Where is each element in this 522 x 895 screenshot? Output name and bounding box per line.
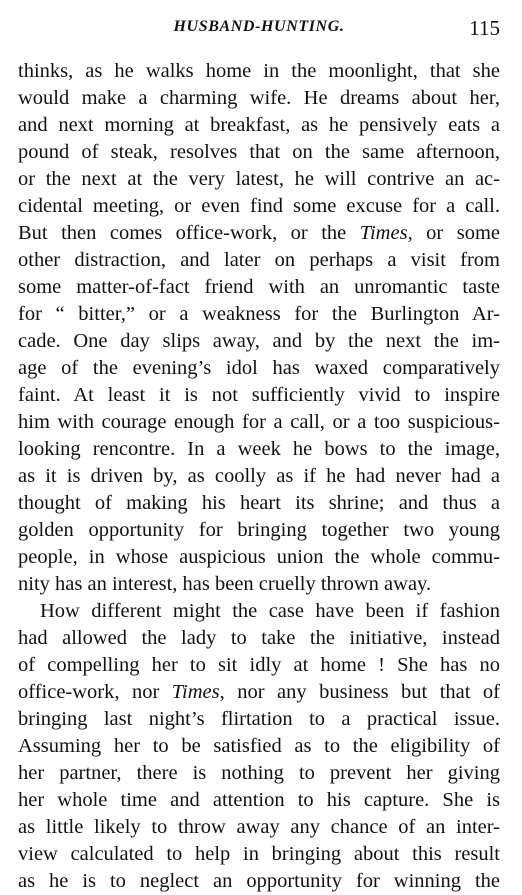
text-line: Assuming her to be satisfied as to the eligibility of [18,735,500,757]
text-line: other distraction, and later on perhaps a visit from [18,249,500,271]
text-line: would make a charming wife. He dreams about her, [18,87,500,109]
text-line: age of the evening’s idol has waxed comparatively [18,357,500,379]
text-line: How different might the case have been if fashion [40,600,500,622]
text-line: cade. One day slips away, and by the next the im- [18,330,500,352]
text-line: her whole time and attention to his capture. She is [18,789,500,811]
paragraph-2 [18,598,500,895]
text-line: view calculated to help in bringing about this result [18,843,500,865]
text-line: her partner, there is nothing to prevent her giving [18,762,500,784]
text-line: bringing last night’s flirtation to a practical issue. [18,708,500,730]
text-line: or the next at the very latest, he will contrive an ac- [18,168,500,190]
text-line: him with courage enough for a call, or a too suspicious- [18,411,500,433]
text-line: thinks, as he walks home in the moonlight, that she [18,60,500,82]
running-head [18,18,500,42]
text-line: had allowed the lady to take the initiative, instead [18,627,500,649]
text-line: cidental meeting, or even find some excuse for a call. [18,195,500,217]
text-line: nity has an interest, has been cruelly thrown away. [18,573,432,595]
text-line: as it is driven by, as coolly as if he had never had a [18,465,500,487]
text-line: of compelling her to sit idly at home ! She has no [18,654,500,676]
text-line: and next morning at breakfast, as he pensively eats a [18,114,500,136]
text-line: as little likely to throw away any chance of an inter- [18,816,500,838]
page-number: 115 [469,16,500,40]
text-line: golden opportunity for bringing together two young [18,519,500,541]
text-line: as he is to neglect an opportunity for winning the [18,870,500,892]
text-line: pound of steak, resolves that on the same afternoon, [18,141,500,163]
text-line: office-work, nor Times, nor any business but that of [18,681,500,703]
text-line: faint. At least it is not sufficiently vivid to inspire [18,384,500,406]
paragraph-1 [18,58,500,598]
text-line: thought of making his heart its shrine; and thus a [18,492,500,514]
text-line: looking rencontre. In a week he bows to the image, [18,438,500,460]
text-line: But then comes office-work, or the Times, or some [18,222,500,244]
text-line: people, in whose auspicious union the whole commu- [18,546,500,568]
running-title: HUSBAND-HUNTING. [173,18,345,35]
text-line: some matter-of-fact friend with an unromantic taste [18,276,500,298]
body-text [18,58,500,895]
text-line: for “ bitter,” or a weakness for the Burlington Ar- [18,303,500,325]
